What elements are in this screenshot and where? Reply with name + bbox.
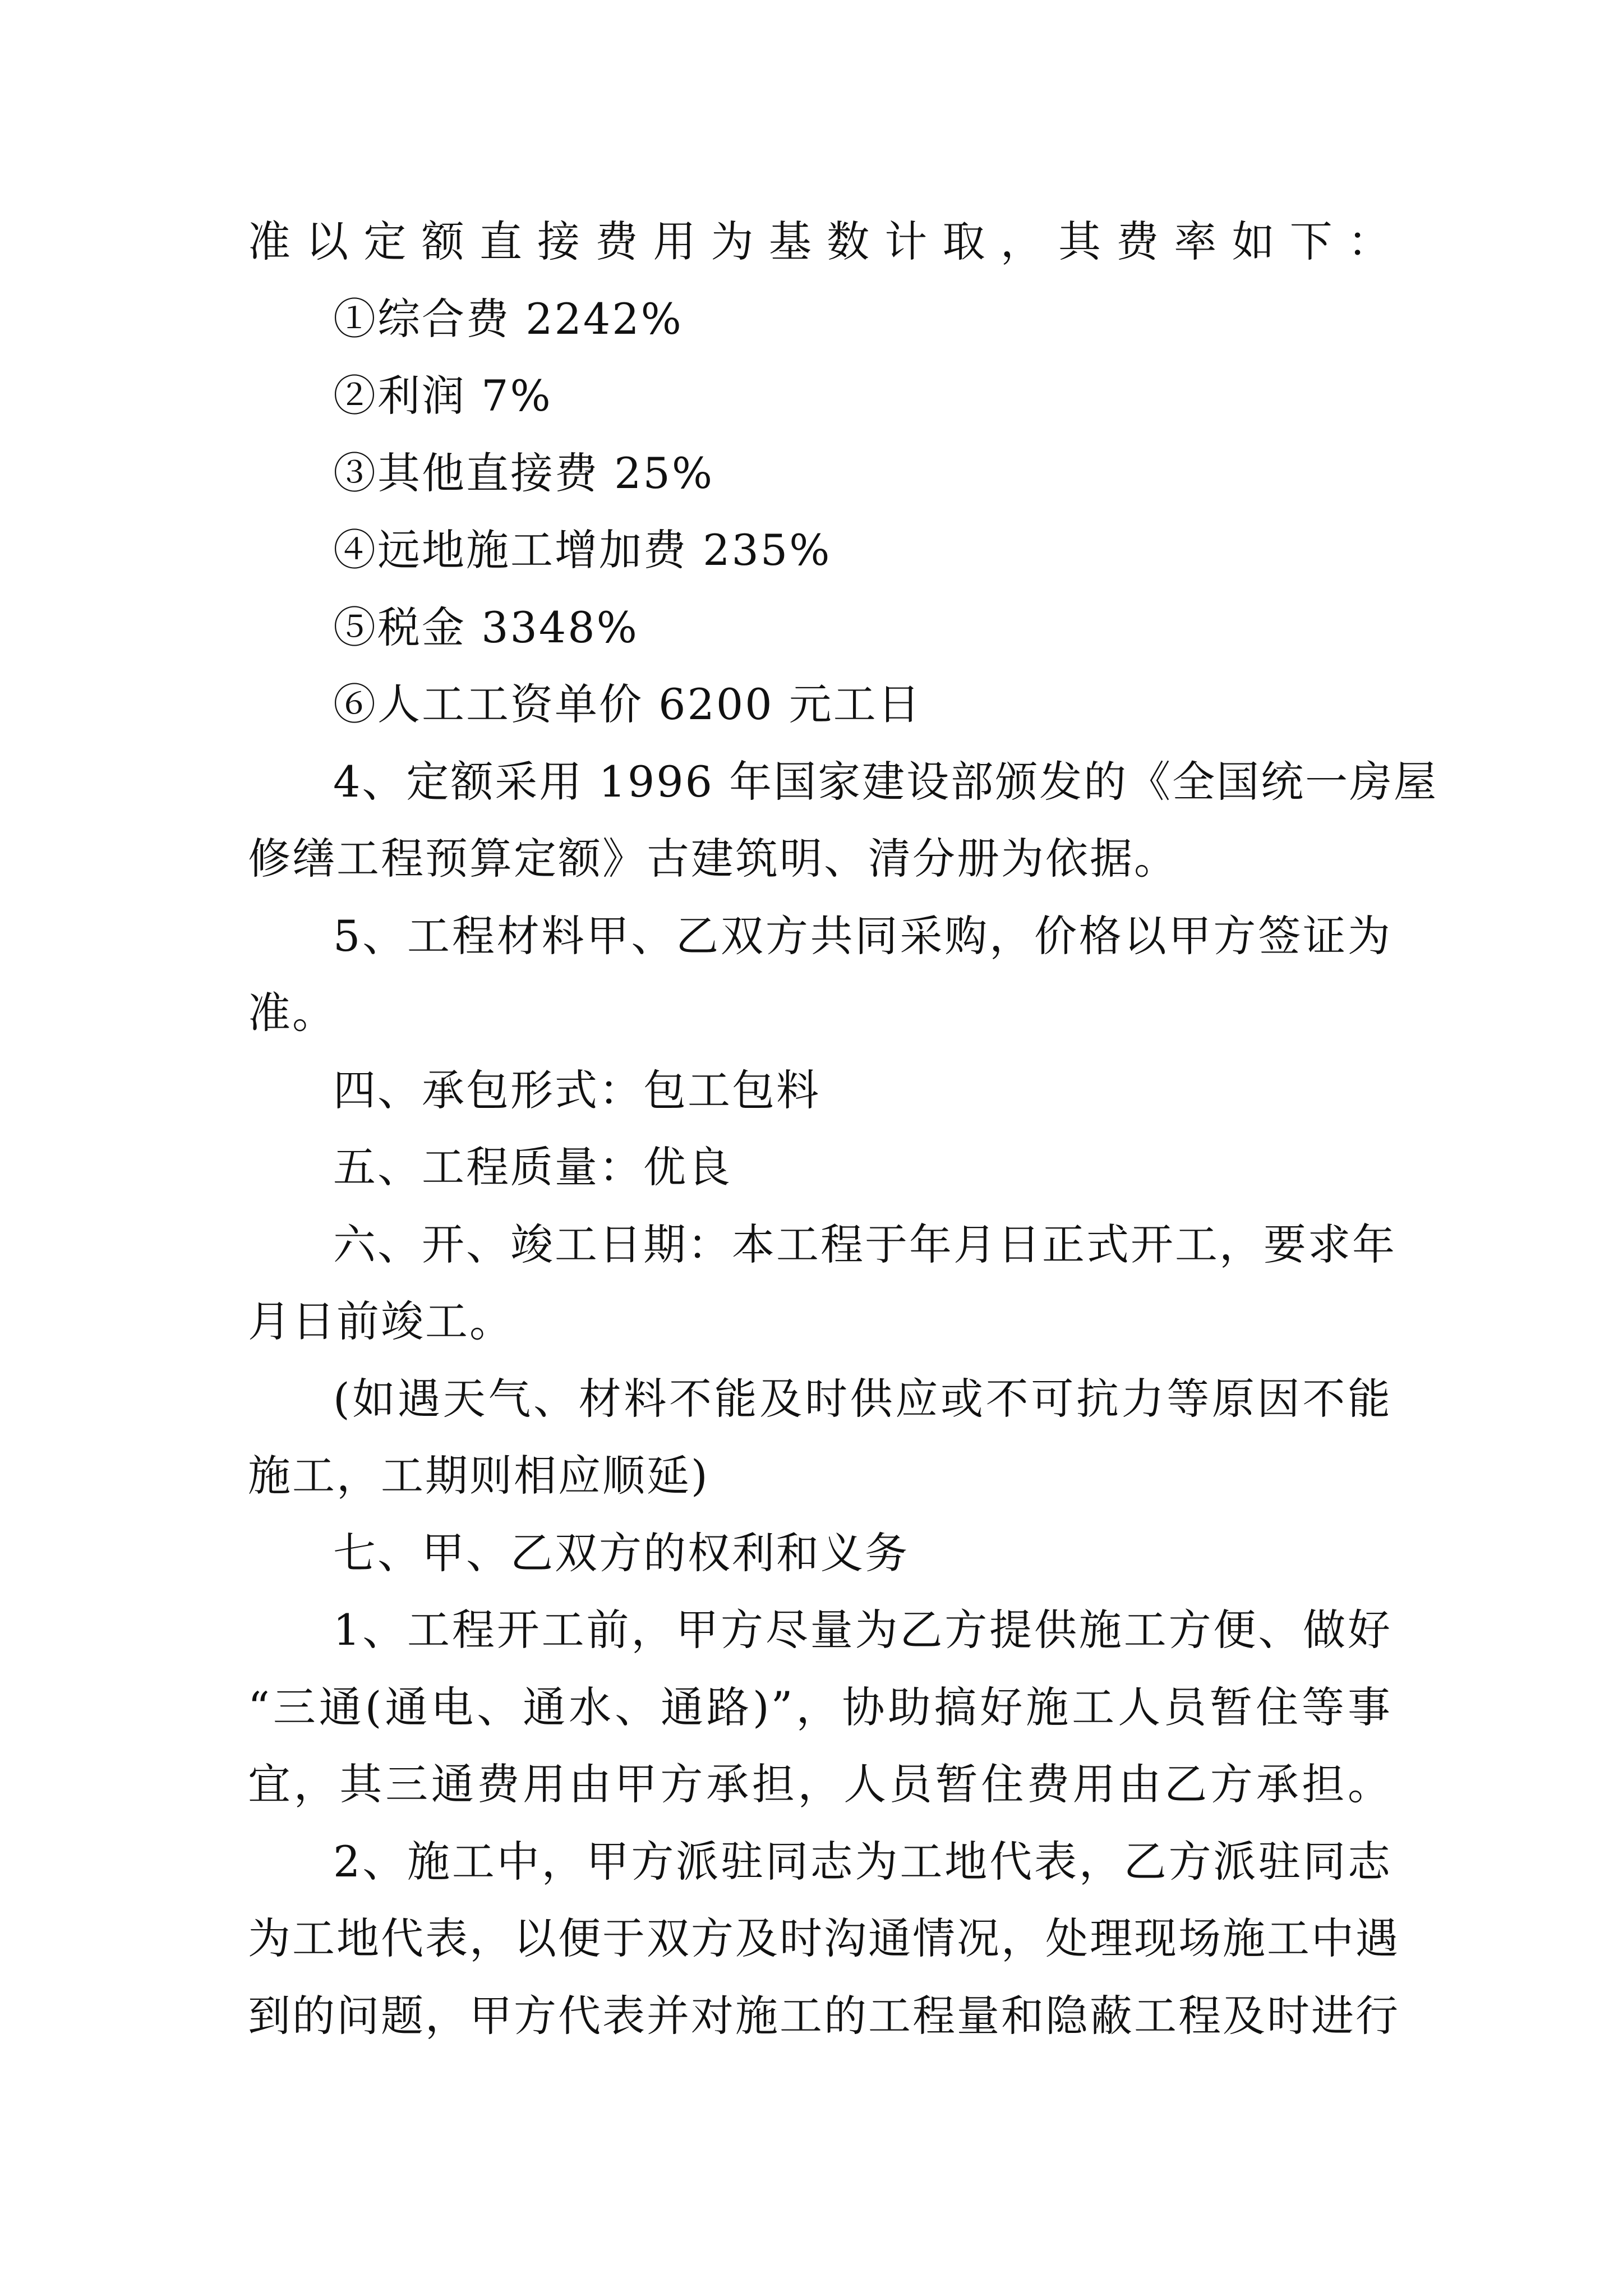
text-line: 2、施工中，甲方派驻同志为工地代表，乙方派驻同志 [333,1836,1392,1887]
text-line: ⑥人工工资单价 6200 元工日 [333,679,922,729]
text-line: 准。 [248,988,336,1038]
text-line: 六、开、竣工日期：本工程于年月日正式开工，要求年 [333,1219,1396,1269]
text-line: 准以定额直接费用为基数计取，其费率如下： [248,217,1392,266]
text-line: “三通(通电、通水、通路)”，协助搞好施工人员暂住等事 [248,1682,1392,1732]
text-line: 宜，其三通费用由甲方承担，人员暂住费用由乙方承担。 [248,1759,1392,1809]
text-line: 1、工程开工前，甲方尽量为乙方提供施工方便、做好 [333,1605,1392,1655]
text-line: 4、定额采用 1996 年国家建设部颁发的《全国统一房屋 [333,756,1438,807]
text-line: 施工，工期则相应顺延) [248,1451,709,1501]
text-line: 修缮工程预算定额》古建筑明、清分册为依据。 [248,834,1178,884]
text-line: 为工地代表，以便于双方及时沟通情况，处理现场施工中遇 [248,1913,1400,1963]
text-line: 四、承包形式：包工包料 [333,1065,820,1115]
text-line: 月日前竣工。 [248,1296,514,1346]
text-line: 5、工程材料甲、乙双方共同采购，价格以甲方签证为 [333,910,1392,961]
text-line: ①综合费 2242% [333,293,683,344]
text-line: ②利润 7% [333,371,552,421]
text-line: 到的问题，甲方代表并对施工的工程量和隐蔽工程及时进行 [248,1990,1400,2041]
text-line: 五、工程质量：优良 [333,1142,732,1192]
text-line: (如遇天气、材料不能及时供应或不可抗力等原因不能 [333,1373,1392,1424]
text-line: ③其他直接费 25% [333,448,714,498]
text-line: ⑤税金 3348% [333,602,639,652]
text-line: 七、甲、乙双方的权利和义务 [333,1527,909,1578]
text-line: ④远地施工增加费 235% [333,525,832,575]
document-body [248,203,1438,2054]
